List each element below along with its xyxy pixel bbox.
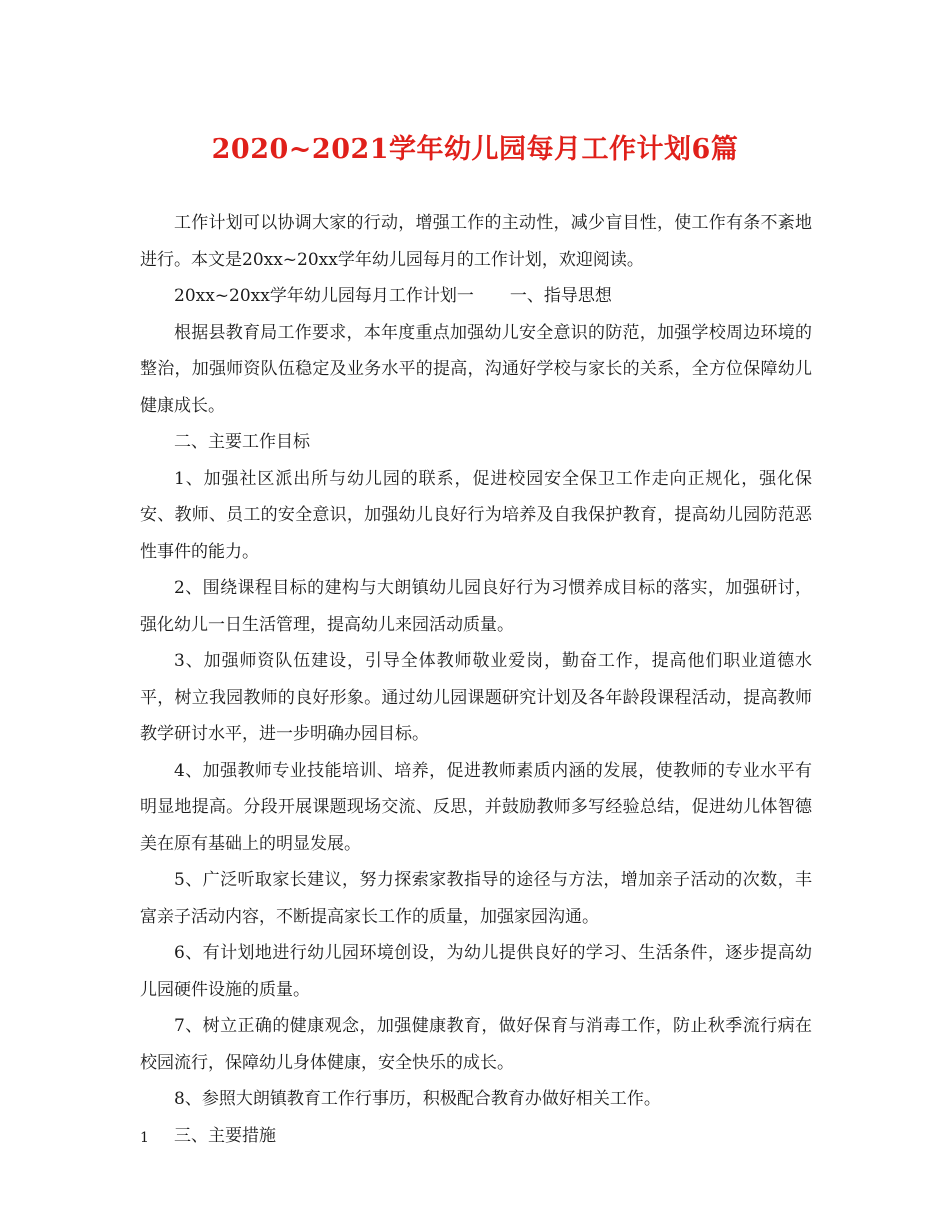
goal-item: 5、广泛听取家长建议，努力探索家教指导的途径与方法，增加亲子活动的次数，丰富亲子活动内容，不断提高家长工作的质量，加强家园沟通。: [140, 870, 812, 927]
goal-item: 6、有计划地进行幼儿园环境创设，为幼儿提供良好的学习、生活条件，逐步提高幼儿园硬件设施的质量。: [140, 943, 812, 1000]
goal-item: 3、加强师资队伍建设，引导全体教师敬业爱岗，勤奋工作，提高他们职业道德水平，树立我园教师的良好形象。通过幼儿园课题研究计划及各年龄段课程活动，提高教师教学研讨水平，进一步明确办园目标。: [140, 651, 812, 744]
goal-item: 2、围绕课程目标的建构与大朗镇幼儿园良好行为习惯养成目标的落实，加强研讨，强化幼儿一日生活管理，提高幼儿来园活动质量。: [140, 578, 812, 635]
goal-item: 1、加强社区派出所与幼儿园的联系，促进校园安全保卫工作走向正规化，强化保安、教师、员工的安全意识，加强幼儿良好行为培养及自我保护教育，提高幼儿园防范恶性事件的能力。: [140, 468, 812, 562]
intro-paragraph: 工作计划可以协调大家的行动，增强工作的主动性，减少盲目性，使工作有条不紊地进行。本文是20xx~20xx学年幼儿园每月的工作计划，欢迎阅读。: [140, 213, 812, 270]
document-title: 2020~2021学年幼儿园每月工作计划6篇: [211, 134, 739, 165]
section-heading-line: [140, 278, 812, 315]
goal-item: 4、加强教师专业技能培训、培养，促进教师素质内涵的发展，使教师的专业水平有明显地提高。分段开展课题现场交流、反思，并鼓励教师多写经验总结，促进幼儿体智德美在原有基础上的明显发展。: [140, 760, 812, 854]
goal-item: 7、树立正确的健康观念，加强健康教育，做好保育与消毒工作，防止秋季流行病在校园流行，保障幼儿身体健康，安全快乐的成长。: [140, 1016, 812, 1073]
section-heading: 三、主要措施: [174, 1125, 276, 1146]
guiding-thought-heading: 一、指导思想: [509, 286, 612, 306]
document-body: [140, 205, 812, 1154]
paragraph: 根据县教育局工作要求，本年度重点加强幼儿安全意识的防范，加强学校周边环境的整治，加强师资队伍稳定及业务水平的提高，沟通好学校与家长的关系，全方位保障幼儿健康成长。: [140, 322, 812, 416]
page-number: 1: [140, 1130, 149, 1146]
plan-one-label: 20xx~20xx学年幼儿园每月工作计划一: [174, 286, 474, 306]
section-heading: 二、主要工作目标: [174, 432, 310, 452]
goal-item: 8、参照大朗镇教育工作行事历，积极配合教育办做好相关工作。: [174, 1089, 661, 1109]
